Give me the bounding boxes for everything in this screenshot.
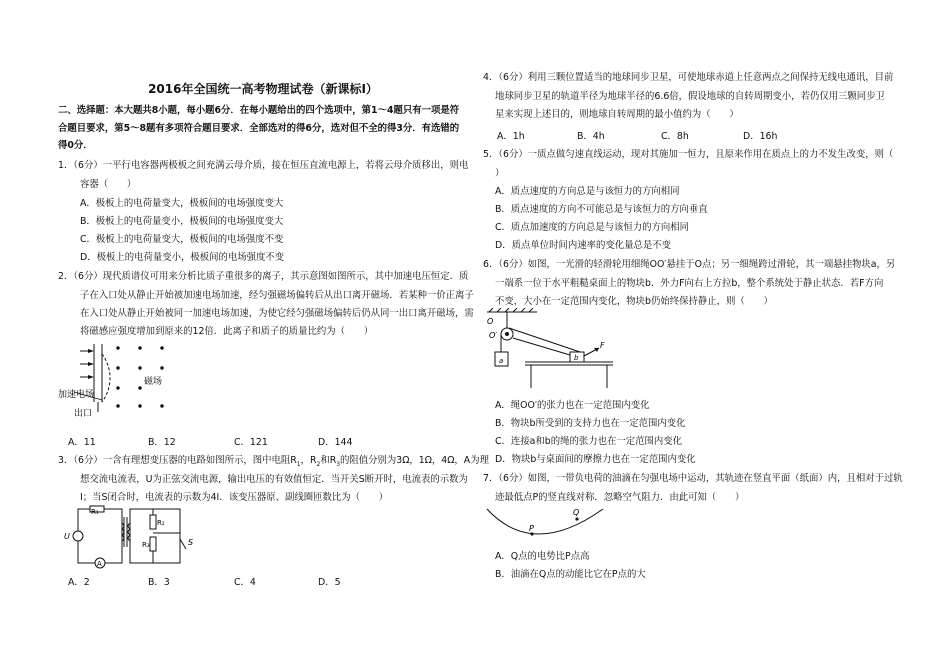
q2-line2: 子在入口处从静止开始被加速电场加速，经匀强磁场偏转后从出口离开磁场．若某种一价正离子 — [80, 290, 474, 301]
q3-option-c: C．4 — [234, 577, 256, 588]
q3-fig-r1: R₁ — [91, 508, 99, 516]
q6-fig-o-prime: O′ — [489, 331, 498, 340]
q6-fig-block-b: b — [574, 354, 579, 362]
q2-option-c: C．121 — [234, 437, 268, 448]
q5-option-a: A．质点速度的方向总是与该恒力的方向相同 — [495, 186, 680, 197]
q2-fig-magnet-label: 磁场 — [144, 377, 163, 387]
section-instructions: 二、选择题：本大题共8小题，每小题6分．在每小题给出的四个选项中，第1～4题只有一项是符合题目要求，第5～8题有多项符合题目要求．全部选对的得6分，选对但不全的得3分．有选错的得0分． — [58, 105, 460, 151]
q4-option-d: D．16h — [743, 131, 778, 142]
q4-option-b: B．4h — [577, 131, 605, 142]
q7-fig-p: P — [529, 524, 534, 533]
q6-figure — [487, 308, 617, 390]
q6-option-b: B．物块b所受到的支持力也在一定范围内变化 — [495, 418, 686, 429]
q3-fig-u: U — [64, 532, 70, 541]
q7-option-a: A．Q点的电势比P点高 — [495, 551, 590, 562]
q4-line2: 地球同步卫星的轨道半径为地球半径的6.6倍，假设地球的自转周期变小，若仍仅用三颗同步卫 — [495, 91, 885, 102]
q3-line3: I；当S闭合时，电流表的示数为4I．该变压器原、副线圈匝数比为（ ） — [80, 492, 389, 503]
q5-line1: 5．（6分）一质点做匀速直线运动，现对其施加一恒力，且原来作用在质点上的力不发生改变，则（ — [483, 149, 894, 160]
q3-option-b: B．3 — [148, 577, 170, 588]
q7-figure — [485, 503, 615, 549]
q3-line2: 想交流电流表，U为正弦交流电源，输出电压的有效值恒定．当开关S断开时，电流表的示数为 — [80, 474, 468, 485]
paper-title: 2016年全国统一高考物理试卷（新课标Ⅰ） — [148, 82, 378, 96]
q2-figure — [58, 340, 208, 422]
q2-fig-exit-label: 出口 — [74, 409, 93, 419]
q4-option-c: C．8h — [661, 131, 689, 142]
q1-option-c: C．极板上的电荷量变大，极板间的电场强度不变 — [80, 234, 284, 245]
q6-fig-o: O — [487, 317, 494, 326]
q5-option-b: B．质点速度的方向不可能总是与该恒力的方向垂直 — [495, 204, 708, 215]
q1-stem-line2: 容器（ ） — [80, 179, 137, 190]
q5-option-c: C．质点加速度的方向总是与该恒力的方向相同 — [495, 222, 690, 233]
q6-option-d: D．物块b与桌面间的摩擦力也在一定范围内变化 — [495, 454, 696, 465]
q2-option-d: D．144 — [318, 437, 353, 448]
q6-line2: 一端系一位于水平粗糙桌面上的物块b．外力F向右上方拉b，整个系统处于静止状态．若F方向 — [495, 278, 884, 289]
q5-line2: ） — [495, 168, 505, 179]
q6-option-a: A．绳OO′的张力也在一定范围内变化 — [495, 400, 650, 411]
q2-option-b: B．12 — [148, 437, 176, 448]
q7-option-b: B．油滴在Q点的动能比它在P点的大 — [495, 569, 646, 580]
q3-option-d: D．5 — [318, 577, 341, 588]
q4-line3: 星来实现上述目的，则地球自转周期的最小值约为（ ） — [495, 109, 739, 120]
q4-option-a: A．1h — [497, 131, 525, 142]
q3-line1: 3．（6分）一含有理想变压器的电路如图所示，图中电阻$R_1$，$R_2$和$R_3$的阻值分别为3Ω，1Ω，4Ω，A为理 — [58, 455, 489, 468]
q2-option-a: A．11 — [68, 437, 96, 448]
q3-fig-s: S — [188, 538, 194, 547]
q1-option-a: A．极板上的电荷量变大，极板间的电场强度变大 — [80, 198, 284, 209]
q7-fig-q: Q — [573, 508, 580, 517]
q1-option-b: B．极板上的电荷量变小，极板间的电场强度变大 — [80, 216, 284, 227]
q3-fig-r2: R₂ — [157, 519, 165, 527]
q3-option-a: A．2 — [68, 577, 90, 588]
q6-fig-block-a: a — [499, 357, 504, 365]
q4-line1: 4．（6分）利用三颗位置适当的地球同步卫星，可使地球赤道上任意两点之间保持无线电通讯，目前 — [483, 72, 894, 83]
q7-line2: 迹最低点P的竖直线对称．忽略空气阻力．由此可知（ ） — [495, 492, 745, 503]
q2-fig-field-label: 加速电场 — [58, 390, 95, 400]
q6-line3: 不变，大小在一定范围内变化，物块b仍始终保持静止，则（ ） — [495, 296, 773, 307]
q3-figure — [64, 503, 204, 569]
q6-fig-force: F — [600, 341, 605, 350]
q2-line1: 2．（6分）现代质谱仪可用来分析比质子重很多的离子，其示意图如图所示，其中加速电压恒定．质 — [58, 271, 469, 282]
q7-line1: 7．（6分）如图，一带负电荷的油滴在匀强电场中运动，其轨迹在竖直平面（纸面）内，且相对于过轨 — [483, 473, 903, 484]
q3-fig-r3: R₃ — [142, 541, 150, 549]
q6-option-c: C．连接a和b的绳的张力也在一定范围内变化 — [495, 436, 682, 447]
q3-fig-ammeter: A — [97, 560, 102, 568]
q6-line1: 6．（6分）如图，一光滑的轻滑轮用细绳OO′悬挂于O点；另一细绳跨过滑轮，其一端悬挂物块a，另 — [483, 259, 896, 270]
q2-line4: 将磁感应强度增加到原来的12倍．此离子和质子的质量比约为（ ） — [80, 326, 374, 337]
q1-option-d: D．极板上的电荷量变小，极板间的电场强度不变 — [80, 252, 285, 263]
q2-line3: 在入口处从静止开始被同一加速电场加速，为使它经匀强磁场偏转后仍从同一出口离开磁场，需 — [80, 308, 474, 319]
q5-option-d: D．质点单位时间内速率的变化量总是不变 — [495, 240, 671, 251]
q1-stem-line1: 1．（6分）一平行电容器两极板之间充满云母介质，接在恒压直流电源上，若将云母介质移出，则电 — [58, 160, 469, 171]
